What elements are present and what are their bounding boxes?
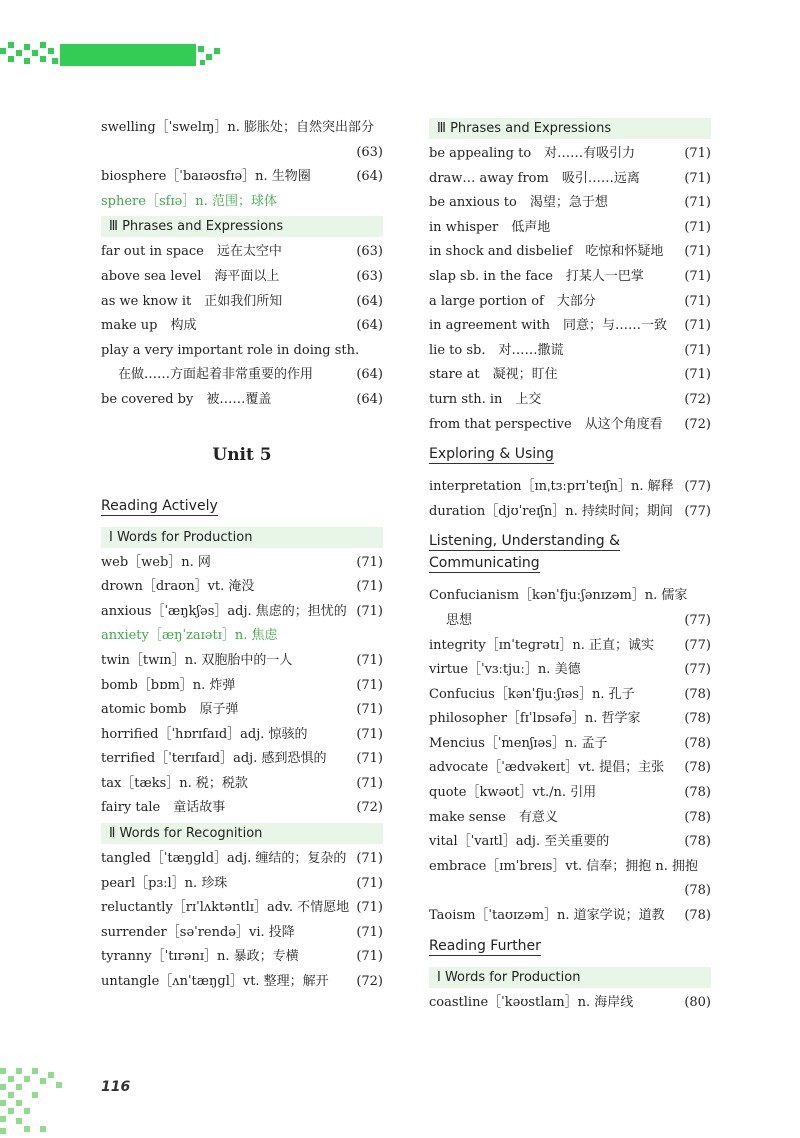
entry-page-ref: (71) [356, 924, 383, 940]
entry-page-ref: (78) [684, 735, 711, 751]
entry-page-ref: (71) [684, 146, 711, 161]
vocab-entry [101, 624, 383, 649]
entry-text: be covered by 被……覆盖 [101, 391, 272, 407]
entry-page-ref: (71) [356, 652, 383, 668]
entry-page-ref: (78) [684, 760, 711, 776]
vocab-entry [429, 216, 711, 241]
entry-page-ref: (71) [356, 751, 383, 767]
section-exploring-using-label: Exploring & Using [429, 446, 554, 463]
entry-page-ref: (71) [356, 900, 383, 916]
vocab-entry [101, 314, 383, 339]
vocab-entry [429, 806, 711, 831]
section-reading-actively-label: Reading Actively [101, 497, 218, 514]
section-band-production: Ⅰ Words for Production [101, 527, 383, 548]
vocab-entry [101, 970, 383, 995]
entry-page-ref: (63) [356, 268, 383, 284]
entry-page-ref: (64) [356, 367, 383, 383]
further-list [429, 991, 711, 1016]
entry-text: play a very important role in doing sth. [101, 342, 360, 358]
entry-text: pearl［pɜːl］n. 珍珠 [101, 875, 228, 891]
section-band-phrases-right: Ⅲ Phrases and Expressions [429, 118, 711, 139]
entry-text-continued: 思想 [446, 612, 473, 628]
entry-text: be appealing to 对……有吸引力 [429, 146, 636, 161]
unit-title: Unit 5 [212, 444, 272, 465]
entry-page-ref: (78) [684, 883, 711, 899]
vocab-entry [429, 732, 711, 757]
entry-text: fairy tale 童话故事 [101, 800, 226, 816]
entry-text: make sense 有意义 [429, 809, 558, 825]
vocab-entry [429, 855, 711, 904]
entry-page-ref: (71) [356, 554, 383, 570]
vocab-entry [429, 191, 711, 216]
vocab-entry [429, 339, 711, 364]
vocab-entry [101, 747, 383, 772]
entry-text: Taoism［ˈtaʊɪzəm］n. 道家学说；道教 [429, 908, 665, 924]
entry-text: anxiety［æŋˈzaɪətɪ］n. 焦虑 [101, 628, 278, 644]
entry-page-ref: (78) [684, 908, 711, 924]
section-reading-further-label: Reading Further [429, 937, 541, 954]
vocab-entry [429, 707, 711, 732]
entry-text: vital［ˈvaɪtl］adj. 至关重要的 [429, 834, 610, 850]
section-band-production-right: Ⅰ Words for Production [429, 967, 711, 988]
vocab-entry [429, 991, 711, 1016]
entry-page-ref: (71) [356, 702, 383, 718]
entry-text: quote［kwəʊt］vt./n. 引用 [429, 785, 597, 801]
vocab-entry [101, 290, 383, 315]
entry-text: be anxious to 渴望；急于想 [429, 195, 608, 211]
entry-page-ref: (71) [684, 268, 711, 284]
header-decoration [0, 38, 226, 68]
vocab-entry [101, 698, 383, 723]
entry-page-ref: (77) [684, 612, 711, 628]
production-list [101, 551, 383, 822]
entry-text: turn sth. in 上交 [429, 391, 542, 407]
vocab-entry [101, 945, 383, 970]
entry-page-ref: (71) [684, 195, 711, 211]
entry-page-ref: (71) [684, 318, 711, 334]
entry-text: draw… away from 吸引……远离 [429, 170, 640, 186]
vocab-entry [429, 634, 711, 659]
entry-page-ref: (78) [684, 834, 711, 850]
entry-page-ref: (71) [356, 775, 383, 791]
entry-page-ref: (71) [356, 603, 383, 619]
vocab-entry [429, 363, 711, 388]
entry-page-ref: (72) [684, 416, 711, 432]
vocab-entry [101, 921, 383, 946]
entry-text: lie to sb. 对……撒谎 [429, 342, 564, 358]
entry-page-ref: (77) [684, 479, 711, 495]
vocab-entry [429, 413, 711, 438]
entry-page-ref: (71) [684, 342, 711, 358]
vocab-entry [101, 896, 383, 921]
entry-text: Mencius［ˈmenʃɪəs］n. 孟子 [429, 735, 608, 751]
entry-text: stare at 凝视；盯住 [429, 367, 558, 383]
section-reading-further [429, 935, 711, 957]
section-listening [429, 530, 711, 574]
vocab-entry [429, 584, 711, 633]
vocab-entry [101, 240, 383, 265]
entry-text: twin［twɪn］n. 双胞胎中的一人 [101, 652, 293, 668]
entry-text: sphere［sfɪə］n. 范围；球体 [101, 193, 277, 209]
vocab-entry [101, 674, 383, 699]
vocab-entry [429, 314, 711, 339]
vocab-entry [101, 339, 383, 388]
entry-page-ref: (80) [684, 994, 711, 1010]
vocab-entry [429, 830, 711, 855]
entry-text: integrity［ɪnˈteɡrətɪ］n. 正直；诚实 [429, 637, 654, 653]
entry-text: untangle［ʌnˈtæŋɡl］vt. 整理；解开 [101, 974, 329, 990]
entry-page-ref: (71) [684, 293, 711, 309]
entry-page-ref: (63) [356, 144, 383, 160]
entry-text: in shock and disbelief 吃惊和怀疑地 [429, 244, 664, 260]
vocab-entry [429, 167, 711, 192]
entry-text: Confucius［kənˈfjuːʃɪəs］n. 孔子 [429, 686, 635, 702]
entry-page-ref: (71) [356, 677, 383, 693]
entry-text: web［web］n. 网 [101, 554, 211, 570]
left-column [101, 116, 383, 995]
entry-page-ref: (64) [356, 169, 383, 185]
entry-page-ref: (71) [356, 949, 383, 965]
vocab-entry [429, 290, 711, 315]
entry-page-ref: (64) [356, 391, 383, 407]
entry-text: embrace［ɪmˈbreɪs］vt. 信奉；拥抱 n. 拥抱 [429, 858, 699, 874]
vocab-entry [101, 847, 383, 872]
vocab-entry [429, 388, 711, 413]
entry-page-ref: (71) [684, 170, 711, 186]
entry-page-ref: (64) [356, 318, 383, 334]
entry-text: far out in space 远在太空中 [101, 244, 282, 260]
vocab-entry [101, 575, 383, 600]
entry-page-ref: (78) [684, 711, 711, 727]
vocab-entry [101, 872, 383, 897]
entry-text: horrified［ˈhɒrɪfaɪd］adj. 惊骇的 [101, 726, 308, 742]
vocab-entry [429, 683, 711, 708]
entry-page-ref: (71) [356, 851, 383, 867]
exploring-list [429, 475, 711, 524]
entry-text: swelling［ˈswelɪŋ］n. 膨胀处；自然突出部分 [101, 120, 375, 135]
entry-page-ref: (77) [684, 662, 711, 678]
entry-text: surrender［səˈrendə］vi. 投降 [101, 924, 295, 940]
vocab-entry [101, 723, 383, 748]
entry-text: anxious［ˈæŋkʃəs］adj. 焦虑的；担忧的 [101, 603, 347, 619]
vocab-entry [101, 116, 383, 165]
vocab-entry [101, 265, 383, 290]
entry-text: biosphere［ˈbaɪəʊsfɪə］n. 生物圈 [101, 169, 311, 185]
vocab-entry [429, 781, 711, 806]
vocab-entry [101, 772, 383, 797]
entry-text-continued: 在做……方面起着非常重要的作用 [118, 367, 314, 383]
entry-text: coastline［ˈkəʊstlaɪn］n. 海岸线 [429, 994, 634, 1010]
entry-page-ref: (78) [684, 686, 711, 702]
entry-text: a large portion of 大部分 [429, 293, 596, 309]
section-reading-actively [101, 495, 383, 517]
vocab-entry [429, 265, 711, 290]
entry-text: tax［tæks］n. 税；税款 [101, 775, 248, 791]
vocab-entry [101, 649, 383, 674]
right-phrases-list [429, 142, 711, 437]
entry-text: philosopher［fɪˈlɒsəfə］n. 哲学家 [429, 711, 641, 727]
entry-page-ref: (77) [684, 637, 711, 653]
entry-text: duration［djʊˈreɪʃn］n. 持续时间；期间 [429, 503, 673, 519]
vocab-entry [429, 475, 711, 500]
section-listening-label: Listening, Understanding & Communicating [429, 533, 621, 572]
entry-text: make up 构成 [101, 318, 197, 334]
entry-text: terrified［ˈterɪfaɪd］adj. 感到恐惧的 [101, 751, 327, 767]
footer-decoration [0, 1066, 96, 1138]
entry-page-ref: (78) [684, 785, 711, 801]
vocab-entry [429, 756, 711, 781]
entry-page-ref: (72) [684, 391, 711, 407]
entry-page-ref: (71) [356, 875, 383, 891]
vocab-entry [101, 388, 383, 413]
vocab-entry [429, 658, 711, 683]
right-column [429, 116, 711, 1015]
entry-text: virtue［ˈvɜːtjuː］n. 美德 [429, 662, 581, 678]
section-band-phrases: Ⅲ Phrases and Expressions [101, 216, 383, 237]
listening-list [429, 584, 711, 928]
vocab-entry [429, 500, 711, 525]
vocab-entry [101, 165, 383, 190]
entry-text: bomb［bɒm］n. 炸弹 [101, 677, 236, 693]
entry-text: reluctantly［rɪˈlʌktəntlɪ］adv. 不情愿地 [101, 900, 350, 916]
section-band-recognition: Ⅱ Words for Recognition [101, 823, 383, 844]
entry-text: slap sb. in the face 打某人一巴掌 [429, 268, 644, 284]
page-number: 116 [101, 1079, 131, 1095]
vocab-entry [101, 551, 383, 576]
entry-page-ref: (72) [356, 974, 383, 990]
vocab-entry [101, 600, 383, 625]
entry-text: as we know it 正如我们所知 [101, 293, 283, 309]
entry-page-ref: (71) [684, 244, 711, 260]
recognition-list [101, 847, 383, 995]
vocab-entry [429, 904, 711, 929]
vocab-entry [101, 190, 383, 215]
entry-text: drown［draʊn］vt. 淹没 [101, 579, 255, 595]
entry-text: above sea level 海平面以上 [101, 268, 280, 284]
entry-page-ref: (71) [684, 367, 711, 383]
entry-text: in whisper 低声地 [429, 219, 551, 235]
entry-page-ref: (71) [356, 579, 383, 595]
entry-text: advocate［ˈædvəkeɪt］vt. 提倡；主张 [429, 760, 665, 776]
section-exploring-using [429, 443, 711, 465]
entry-page-ref: (77) [684, 503, 711, 519]
entry-text: tyranny［ˈtɪrənɪ］n. 暴政；专横 [101, 949, 299, 965]
left-phrases-list [101, 240, 383, 412]
entry-text: interpretation［ɪnˌtɜːprɪˈteɪʃn］n. 解释 [429, 479, 674, 495]
entry-page-ref: (71) [356, 726, 383, 742]
entry-text: atomic bomb 原子弹 [101, 702, 239, 718]
entry-text: tangled［ˈtæŋɡld］adj. 缠结的；复杂的 [101, 851, 347, 867]
entry-text: from that perspective 从这个角度看 [429, 416, 663, 432]
left-top-entries [101, 116, 383, 214]
entry-page-ref: (72) [356, 800, 383, 816]
entry-page-ref: (78) [684, 809, 711, 825]
vocab-entry [101, 796, 383, 821]
entry-page-ref: (64) [356, 293, 383, 309]
entry-text: Confucianism［kənˈfjuːʃənɪzəm］n. 儒家 [429, 588, 688, 604]
entry-text: in agreement with 同意；与……一致 [429, 318, 667, 334]
vocab-entry [429, 240, 711, 265]
entry-page-ref: (63) [356, 244, 383, 260]
vocab-entry [429, 142, 711, 167]
entry-page-ref: (71) [684, 219, 711, 235]
